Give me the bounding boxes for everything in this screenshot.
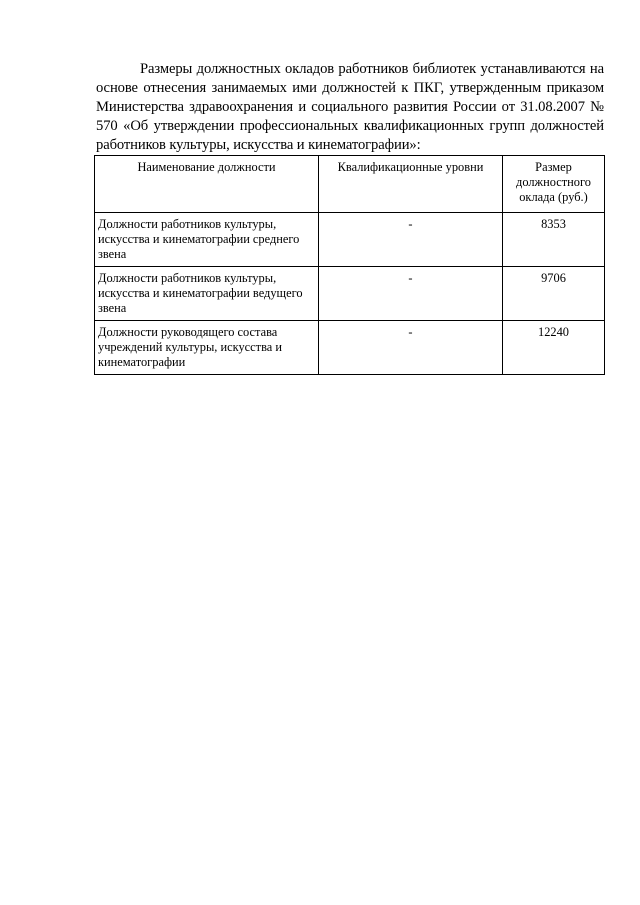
- header-qualification-levels: Квалификационные уровни: [319, 156, 503, 213]
- position-name-cell: Должности руководящего состава учреждений культуры, искусства и кинематографии: [95, 321, 319, 375]
- header-salary-size: Размер должностного оклада (руб.): [503, 156, 605, 213]
- salary-cell: 12240: [503, 321, 605, 375]
- position-name-cell: Должности работников культуры, искусства и кинематографии ведущего звена: [95, 267, 319, 321]
- qualification-level-cell: -: [319, 213, 503, 267]
- qualification-level-cell: -: [319, 321, 503, 375]
- salary-cell: 8353: [503, 213, 605, 267]
- table-header-row: [95, 156, 605, 213]
- table-row: [95, 267, 605, 321]
- qualification-level-cell: -: [319, 267, 503, 321]
- table-body: [95, 213, 605, 375]
- salary-cell: 9706: [503, 267, 605, 321]
- salary-table: [94, 155, 605, 375]
- position-name-cell: Должности работников культуры, искусства и кинематографии среднего звена: [95, 213, 319, 267]
- table-row: [95, 213, 605, 267]
- header-position-name: Наименование должности: [95, 156, 319, 213]
- table-header: [95, 156, 605, 213]
- intro-paragraph: Размеры должностных окладов работников библиотек устанавливаются на основе отнесения занимаемых ими должностей к ПКГ, утвержденным приказом Министерства здравоохранения и социального развития России от 31.08.2007 № 570 «Об утверждении профессиональных квалификационных групп должностей работников культуры, искусства и кинематографии»:: [96, 61, 604, 153]
- table-row: [95, 321, 605, 375]
